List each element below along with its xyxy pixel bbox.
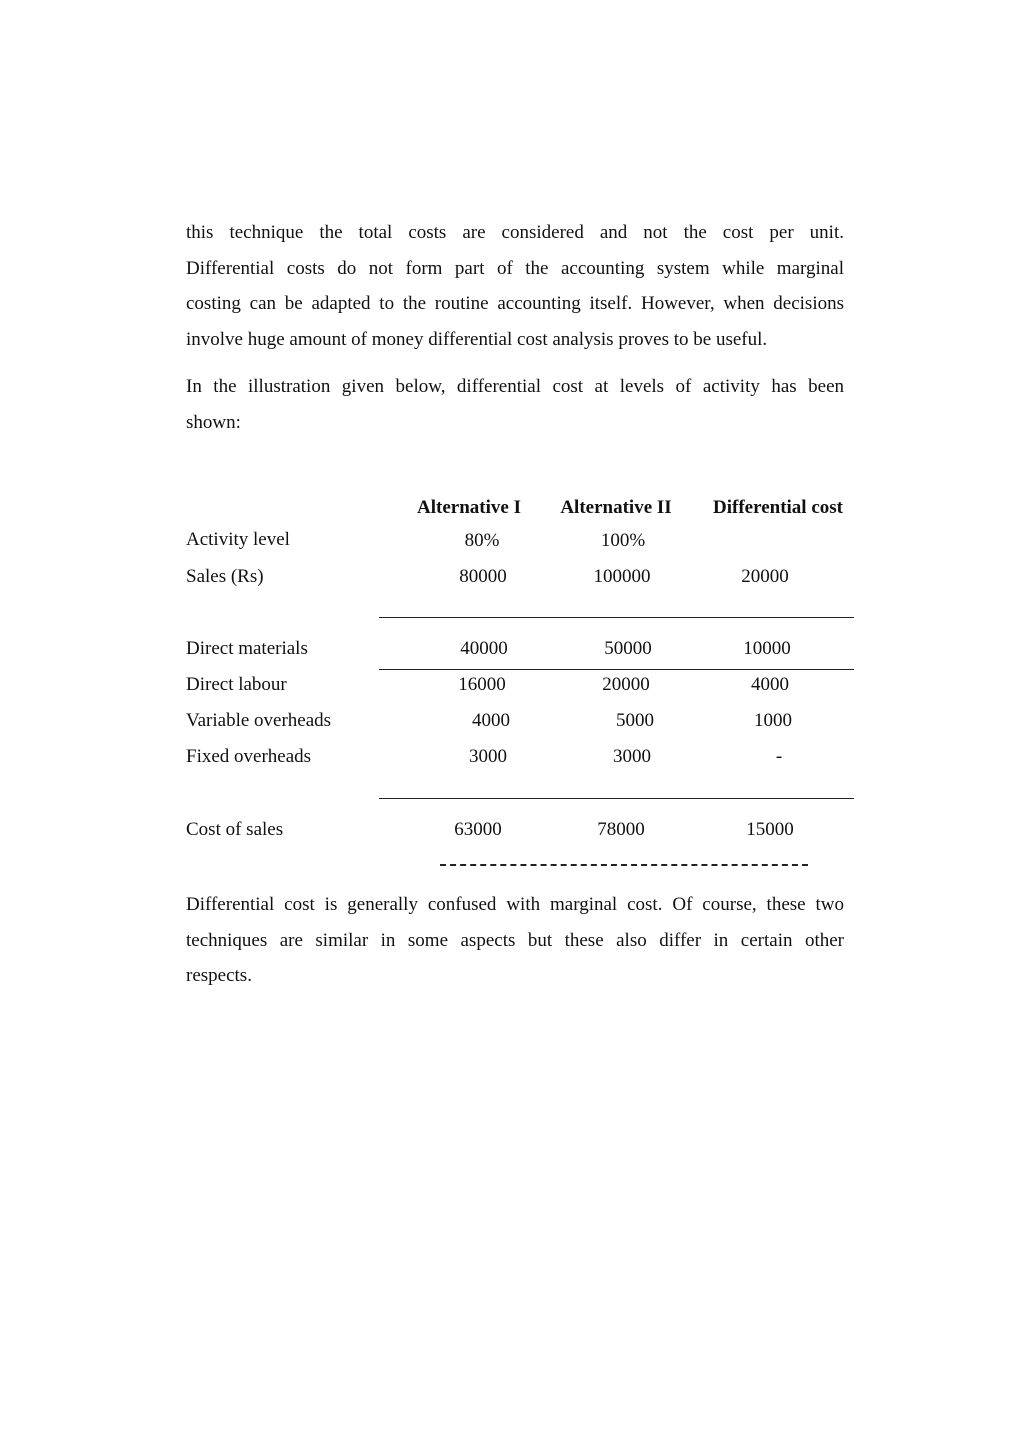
- intro-paragraph: [186, 215, 844, 357]
- row-label-activity-level: Activity level: [186, 529, 290, 550]
- cell-variable-diff: 1000: [754, 710, 792, 731]
- cell-fixed-diff: -: [775, 746, 783, 767]
- table-rule: [379, 798, 854, 799]
- cell-cost-alt1: 63000: [454, 819, 502, 840]
- conclusion-line: respects.: [186, 965, 252, 986]
- intro-line: involve huge amount of money differential cost analysis proves to be useful.: [186, 328, 768, 350]
- row-label-variable-overheads: Variable overheads: [186, 710, 332, 731]
- row-label-fixed-overheads: Fixed overheads: [186, 746, 312, 767]
- cell-variable-alt1: 4000: [472, 710, 510, 731]
- intro-line: costing can be adapted to the routine accounting itself. However, when decisions: [186, 293, 844, 314]
- header-alternative-2: Alternative II: [560, 497, 672, 518]
- conclusion-line: techniques are similar in some aspects but these also differ in certain other: [186, 929, 844, 951]
- header-differential-cost: Differential cost: [713, 497, 843, 518]
- table-dashed-rule: [440, 864, 808, 866]
- conclusion-line: Differential cost is generally confused with marginal cost. Of course, these two: [186, 894, 844, 915]
- illustration-intro-line: In the illustration given below, differential cost at levels of activity has been: [186, 376, 844, 397]
- cell-labour-alt2: 20000: [602, 674, 650, 695]
- conclusion-paragraph: [186, 887, 844, 994]
- cell-materials-diff: 10000: [743, 638, 791, 659]
- row-label-cost-of-sales: Cost of sales: [186, 819, 284, 840]
- cell-fixed-alt1: 3000: [469, 746, 507, 767]
- cell-labour-alt1: 16000: [458, 674, 506, 695]
- illustration-intro-line: shown:: [186, 411, 241, 433]
- cell-materials-alt2: 50000: [604, 638, 652, 659]
- row-label-sales: Sales (Rs): [186, 566, 264, 587]
- intro-line: Differential costs do not form part of the accounting system while marginal: [186, 257, 844, 279]
- table-rule: [379, 669, 854, 670]
- header-alternative-1: Alternative I: [417, 497, 521, 518]
- row-label-direct-materials: Direct materials: [186, 638, 308, 659]
- cell-labour-diff: 4000: [751, 674, 789, 695]
- row-label-direct-labour: Direct labour: [186, 674, 287, 695]
- cell-materials-alt1: 40000: [460, 638, 508, 659]
- cell-variable-alt2: 5000: [616, 710, 654, 731]
- cell-sales-diff: 20000: [741, 566, 789, 587]
- cell-fixed-alt2: 3000: [613, 746, 651, 767]
- cell-activity-alt1: 80%: [464, 530, 500, 551]
- cell-sales-alt2: 100000: [593, 566, 651, 587]
- intro-line: this technique the total costs are considered and not the cost per unit.: [186, 222, 844, 243]
- cell-activity-alt2: 100%: [600, 530, 646, 551]
- table-rule: [379, 617, 854, 618]
- cell-cost-diff: 15000: [746, 819, 794, 840]
- cell-cost-alt2: 78000: [597, 819, 645, 840]
- illustration-intro-paragraph: [186, 369, 844, 440]
- cell-sales-alt1: 80000: [459, 566, 507, 587]
